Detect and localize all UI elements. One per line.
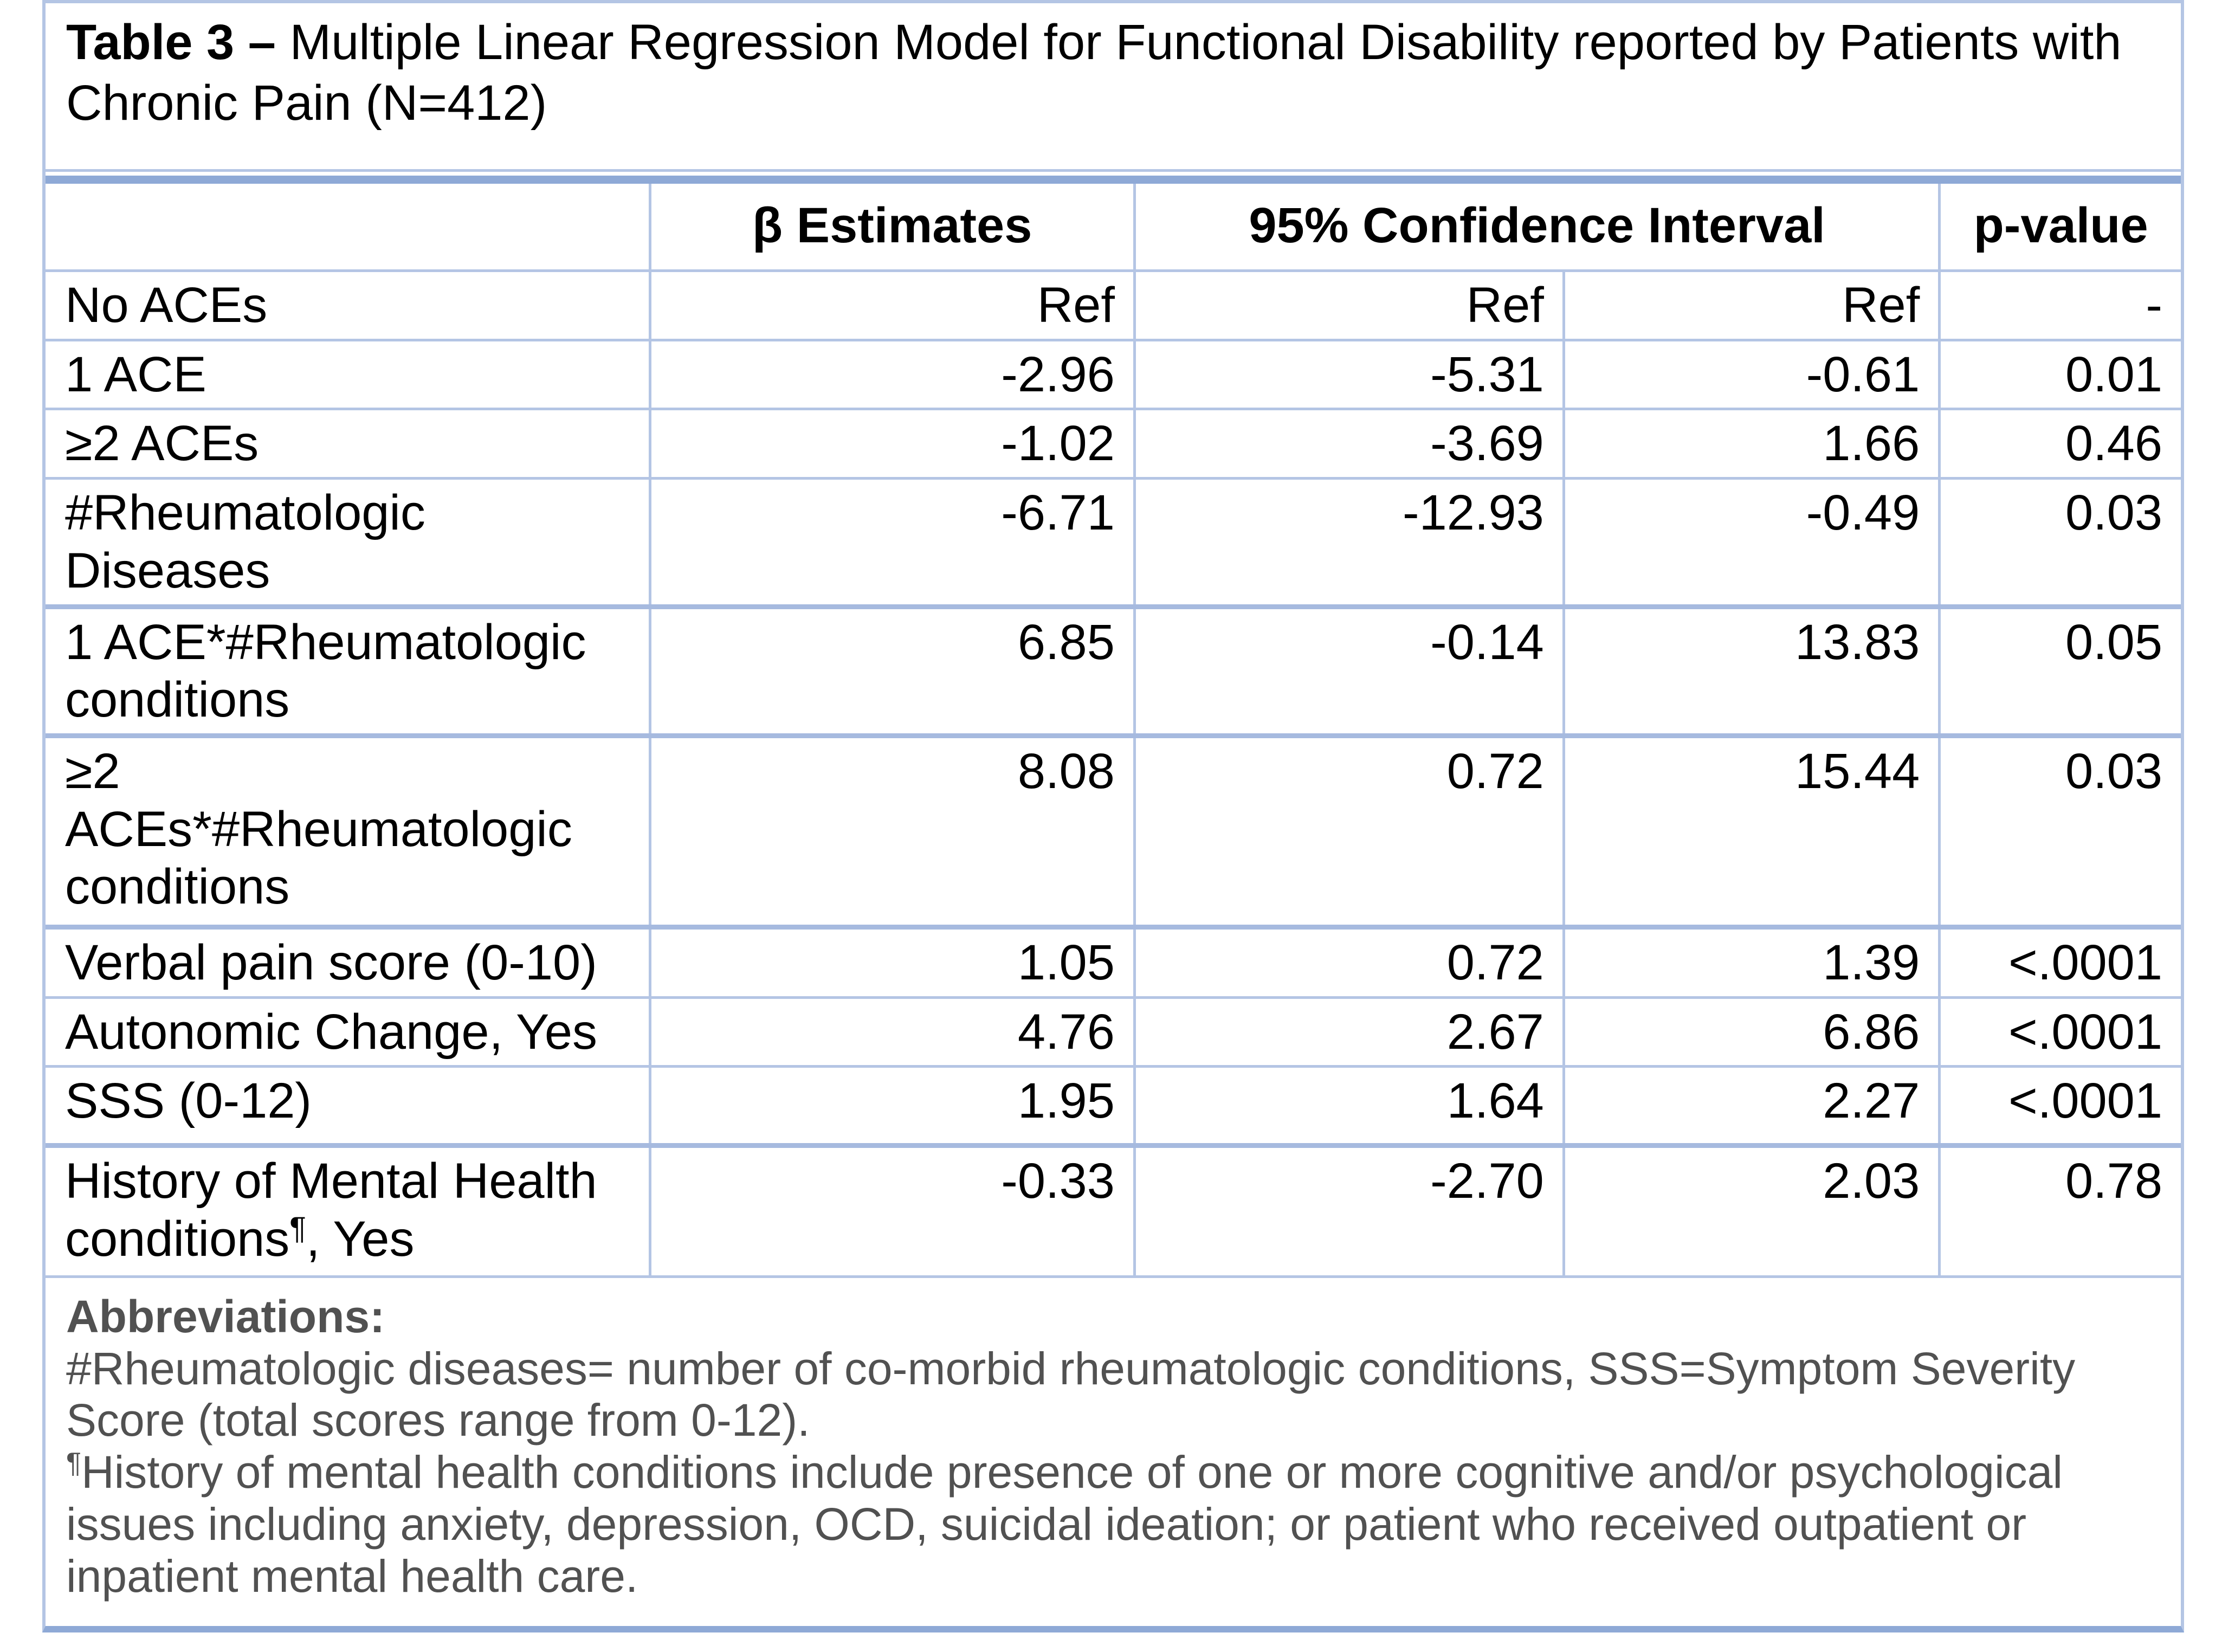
cell-ci-high: 1.39 [1564, 927, 1939, 998]
row-label: SSS (0-12) [65, 1073, 312, 1129]
cell-ci-low: 2.67 [1134, 997, 1564, 1067]
header-accent-bar [46, 176, 2181, 184]
cell-ci-low: Ref [1134, 270, 1564, 340]
cell-p-value: 0.05 [1940, 606, 2181, 735]
cell-p-value: 0.03 [1940, 479, 2181, 606]
regression-table [46, 184, 2181, 1275]
header-variable-empty [46, 184, 650, 270]
row-label: Verbal pain score (0-10) [65, 935, 597, 990]
table-body [46, 270, 2181, 1275]
cell-p-value: 0.03 [1940, 736, 2181, 927]
cell-beta: -1.02 [650, 409, 1134, 479]
footnote-mental-health [66, 1447, 2127, 1602]
table3-card [42, 0, 2184, 1632]
cell-p-value: 0.78 [1940, 1146, 2181, 1275]
table-row [46, 1146, 2181, 1275]
table-row [46, 736, 2181, 927]
row-label: 1 ACE*#Rheumatologic conditions [65, 614, 586, 728]
cell-ci-low: 1.64 [1134, 1067, 1564, 1146]
cell-ci-high: -0.61 [1564, 340, 1939, 409]
cell-p-value: 0.46 [1940, 409, 2181, 479]
cell-ci-high: Ref [1564, 270, 1939, 340]
cell-ci-high: 15.44 [1564, 736, 1939, 927]
cell-ci-high: 1.66 [1564, 409, 1939, 479]
footnote-marker: ¶ [289, 1211, 306, 1246]
cell-ci-low: -3.69 [1134, 409, 1564, 479]
row-label: ≥2 ACEs [65, 416, 259, 472]
cell-p-value: <.0001 [1940, 997, 2181, 1067]
cell-p-value: - [1940, 270, 2181, 340]
cell-beta: -2.96 [650, 340, 1134, 409]
header-p-value: p-value [1940, 184, 2181, 270]
cell-ci-low: -5.31 [1134, 340, 1564, 409]
cell-beta: -0.33 [650, 1146, 1134, 1275]
table-row [46, 997, 2181, 1067]
pilcrow-marker: ¶ [66, 1447, 81, 1479]
table-row [46, 409, 2181, 479]
cell-beta: 6.85 [650, 606, 1134, 735]
cell-ci-high: 6.86 [1564, 997, 1939, 1067]
table-row [46, 606, 2181, 735]
footnote-abbreviations: #Rheumatologic diseases= number of co-morbid rheumatologic conditions, SSS=Symptom Severity Score (total scores range from 0-12). [66, 1343, 2076, 1446]
table-row [46, 927, 2181, 998]
cell-ci-high: 2.27 [1564, 1067, 1939, 1146]
footnote-mental-health-text: History of mental health conditions include presence of one or more cognitive and/or psychological issues including anxiety, depression, OCD, suicidal ideation; or patient who received outpatient or inpatient mental health care. [66, 1447, 2063, 1602]
row-label: Autonomic Change, Yes [65, 1004, 598, 1060]
cell-ci-low: 0.72 [1134, 736, 1564, 927]
row-label: History of Mental Health conditions¶, Yes [65, 1153, 597, 1267]
cell-ci-high: 13.83 [1564, 606, 1939, 735]
cell-beta: 1.05 [650, 927, 1134, 998]
row-label: ≥2 ACEs*#Rheumatologic conditions [65, 744, 572, 915]
table-row [46, 340, 2181, 409]
row-label: No ACEs [65, 277, 268, 333]
cell-ci-low: -12.93 [1134, 479, 1564, 606]
cell-beta: -6.71 [650, 479, 1134, 606]
cell-ci-low: 0.72 [1134, 927, 1564, 998]
footnote-heading: Abbreviations: [66, 1290, 385, 1342]
table-row [46, 1067, 2181, 1146]
cell-ci-high: -0.49 [1564, 479, 1939, 606]
header-confidence-interval: 95% Confidence Interval [1134, 184, 1939, 270]
header-row [46, 184, 2181, 270]
table-row [46, 270, 2181, 340]
footnotes [46, 1275, 2181, 1627]
cell-ci-low: -0.14 [1134, 606, 1564, 735]
cell-p-value: <.0001 [1940, 1067, 2181, 1146]
table-title [46, 3, 2181, 172]
cell-p-value: <.0001 [1940, 927, 2181, 998]
table-title-label: Table 3 – [66, 15, 276, 70]
table-title-text: Multiple Linear Regression Model for Functional Disability reported by Patients with Chronic Pain (N=412) [66, 15, 2122, 131]
table-row [46, 479, 2181, 606]
row-label: #Rheumatologic Diseases [65, 485, 425, 598]
cell-beta: 8.08 [650, 736, 1134, 927]
cell-beta: Ref [650, 270, 1134, 340]
cell-ci-low: -2.70 [1134, 1146, 1564, 1275]
row-label: 1 ACE [65, 346, 206, 402]
cell-p-value: 0.01 [1940, 340, 2181, 409]
cell-ci-high: 2.03 [1564, 1146, 1939, 1275]
header-beta-estimates: β Estimates [650, 184, 1134, 270]
cell-beta: 1.95 [650, 1067, 1134, 1146]
cell-beta: 4.76 [650, 997, 1134, 1067]
